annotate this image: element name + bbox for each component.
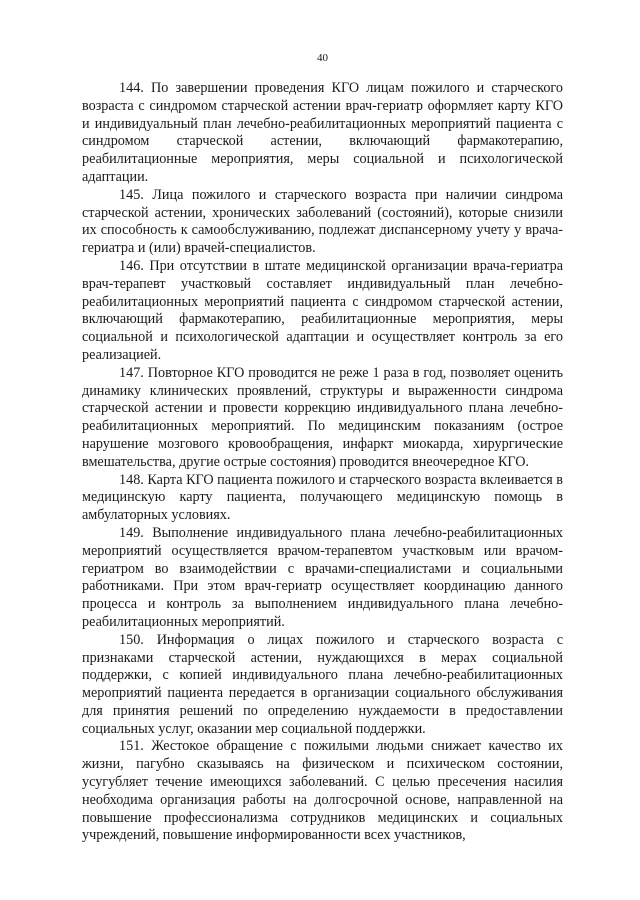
paragraph-144: 144. По завершении проведения КГО лицам пожилого и старческого возраста с синдромом старческой астении врач-гериатр оформляет карту КГО и индивидуальный план лечебно-реабилитационных мероприятий пациента с синдромом старческой астении, включающий фармакотерапию, реабилитационные мероприятия, меры социальной и психологической адаптации.: [82, 80, 563, 185]
paragraph-149: 149. Выполнение индивидуального плана лечебно-реабилитационных мероприятий осуществляется врачом-терапевтом участковым или врачом-гериатром во взаимодействии с врачами-специалистами и социальными работниками. При этом врач-гериатр осуществляет координацию данного процесса и контроль за выполнением индивидуального плана лечебно-реабилитационных мероприятий.: [82, 524, 563, 630]
paragraph-151: 151. Жестокое обращение с пожилыми людьми снижает качество их жизни, пагубно сказываясь на физическом и психическом состоянии, усугубляет течение имеющихся заболеваний. С целью пресечения насилия необходима организация работы на долгосрочной основе, направленной на повышение профессионализма сотрудников медицинских и социальных учреждений, повышение информированности всех участников,: [82, 738, 563, 844]
paragraph-150: 150. Информация о лицах пожилого и старческого возраста с признаками старческой астении, нуждающихся в мерах социальной поддержки, с копией индивидуального плана лечебно-реабилитационных мероприятий пациента передается в организации социального обслуживания для принятия решений по определению нуждаемости в предоставлении социальных услуг, оказании мер социальной поддержки.: [82, 631, 563, 737]
page-number: 40: [317, 52, 328, 64]
paragraph-146: 146. При отсутствии в штате медицинской организации врача-гериатра врач-терапевт участковый составляет индивидуальный план лечебно-реабилитационных мероприятий пациента с синдромом старческой астении, включающий фармакотерапию, реабилитационные мероприятия, меры социальной и психологической адаптации и осуществляет контроль за его реализацией.: [82, 257, 563, 363]
paragraph-147: 147. Повторное КГО проводится не реже 1 раза в год, позволяет оценить динамику клинических проявлений, структуры и выраженности синдрома старческой астении и провести коррекцию индивидуального плана лечебно-реабилитационных мероприятий. По медицинским показаниям (острое нарушение мозгового кровообращения, инфаркт миокарда, хирургические вмешательства, другие острые состояния) проводится внеочередное КГО.: [82, 364, 563, 470]
document-page: [82, 0, 563, 900]
document-body: [82, 80, 563, 845]
paragraph-148: 148. Карта КГО пациента пожилого и старческого возраста вклеивается в медицинскую карту пациента, получающего медицинскую помощь в амбулаторных условиях.: [82, 471, 563, 524]
paragraph-145: 145. Лица пожилого и старческого возраста при наличии синдрома старческой астении, хронических заболеваний (состояний), которые снизили их способность к самообслуживанию, подлежат диспансерному учету у врача-гериатра и (или) врачей-специалистов.: [82, 186, 563, 257]
